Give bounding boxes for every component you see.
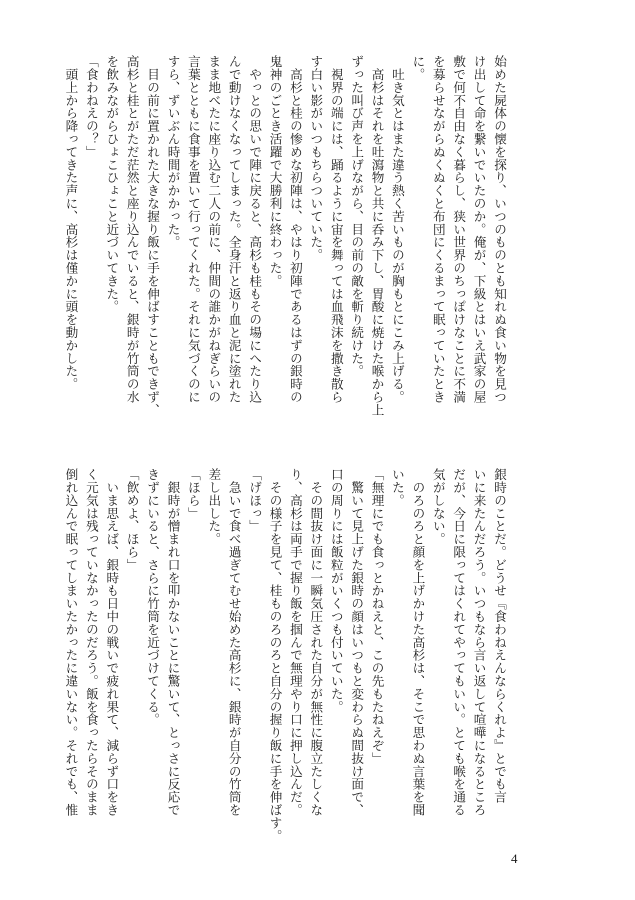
bottom-block-line: 倒れ込んで眠ってしまいたかったに違いない。それでも、惟 [63, 468, 79, 817]
top-block-line: 高杉と桂の惨めな初陣は、やはり初陣であるはずの銀時の [287, 55, 303, 404]
bottom-block-line: のろのろと顔を上げかけた高杉は、そこで思わぬ言葉を聞 [410, 468, 426, 817]
top-block-line: 目の前に置かれた大きな握り飯に手を伸ばすこともできず、 [145, 55, 161, 417]
top-block-line: に。 [410, 55, 426, 81]
bottom-block-line: だが、今日に限ってはくれてやってもいい。とても喉を通る [451, 468, 467, 817]
top-block-line: 視界の端には、踊るように宙を舞っては血飛沫を撒き散ら [328, 55, 344, 404]
top-block-line: 高杉と桂とがただ茫然と座り込んでいると、銀時が竹筒の水 [124, 55, 140, 404]
bottom-block-line: 「無理にでも食っとかねえと、この先もたねえぞ」 [369, 468, 385, 765]
top-block-line: を飲みながらひょこひょこと近づいてきた。 [104, 55, 120, 313]
top-block-line: す白い影がいつもちらついていた。 [308, 55, 324, 262]
top-text-block [63, 55, 509, 421]
top-block-line: 吐き気とはまた違う熱く苦いものが胸もとにこみ上げる。 [389, 55, 405, 404]
page-number: 4 [511, 851, 518, 866]
top-block-line: 敷で何不自由なく暮らし、狭い世界のちっぽけなことに不満 [451, 55, 467, 404]
bottom-block-line: 口の周りには飯粒がいくつも付いていた。 [328, 468, 344, 714]
bottom-block-line: 「げほっ」 [247, 468, 263, 533]
top-block-line: 始めた屍体の懐を探り、いつのものとも知れぬ食い物を見つ [492, 55, 507, 404]
bottom-block-line: 急いで食べ過ぎてむせ始めた高杉に、銀時が自分の竹筒を [226, 468, 242, 817]
bottom-block-line: く元気は残っていなかったのだろう。飯を食ったらそのまま [83, 468, 99, 817]
bottom-block-line: その間抜け面に一瞬気圧された自分が無性に腹立たしくな [308, 468, 324, 817]
bottom-block-line: 「ほら」 [185, 468, 201, 520]
bottom-block-line: 銀時が憎まれ口を叩かないことに驚いて、とっさに反応で [165, 468, 181, 817]
top-block-line: 高杉はそれを吐瀉物と共に呑み下し、胃酸に焼けた喉から上 [369, 55, 385, 417]
bottom-block-line: きずにいると、さらに竹筒を近づけてくる。 [145, 468, 161, 726]
bottom-block-line: その様子を見て、桂ものろのろと自分の握り飯に手を伸ばす。 [267, 468, 283, 843]
bottom-block-line: 差し出した。 [206, 468, 222, 546]
bottom-block-line: いに来たんだろう。いつもなら言い返して喧嘩になるところ [471, 468, 487, 817]
bottom-block-line: 銀時のことだ。どうせ『食わねえんならくれよ』とでも言 [492, 468, 507, 804]
bottom-block-line: 気がしない。 [430, 468, 446, 546]
top-block-line: 言葉とともに食事を置いて行ってくれた。それに気づくのに [185, 55, 201, 404]
bottom-text-block [63, 468, 509, 843]
top-block-line: 鬼神のごとき活躍で大勝利に終わった。 [267, 55, 283, 288]
top-block-line: 頭上から降ってきた声に、高杉は僅かに頭を動かした。 [63, 55, 79, 391]
top-block-line: ずった叫び声を上げながら、目の前の敵を斬り続けた。 [349, 55, 365, 378]
top-block-line: すら、ずいぶん時間がかかった。 [165, 55, 181, 249]
top-block-line: を募らせながらぬくぬくと布団にくるまって眠っていたとき [430, 55, 446, 404]
bottom-block-line: いま思えば、銀時も日中の戦いで疲れ果て、減らず口をき [104, 468, 120, 817]
top-block-line: 「食わねえの？」 [83, 55, 99, 159]
top-block-line: け出して命を繋いでいたのか。俺が、下級とはいえ武家の屋 [471, 55, 487, 404]
bottom-block-line: いた。 [389, 468, 405, 507]
top-block-line: んで動けなくなってしまった。全身汗と返り血と泥に塗れた [226, 55, 242, 404]
bottom-block-line: り、高杉は両手で握り飯を掴んで無理やり口に押し込んだ。 [287, 468, 303, 817]
bottom-block-line: 「飲めよ、ほら」 [124, 468, 140, 572]
bottom-block-line: 驚いて見上げた銀時の顔はいつもと変わらぬ間抜け面で、 [349, 468, 365, 817]
top-block-line: やっとの思いで陣に戻ると、高杉も桂もその場にへたり込 [247, 55, 263, 404]
top-block-line: まま地べたに座り込む二人の前に、仲間の誰かがねぎらいの [206, 55, 222, 404]
